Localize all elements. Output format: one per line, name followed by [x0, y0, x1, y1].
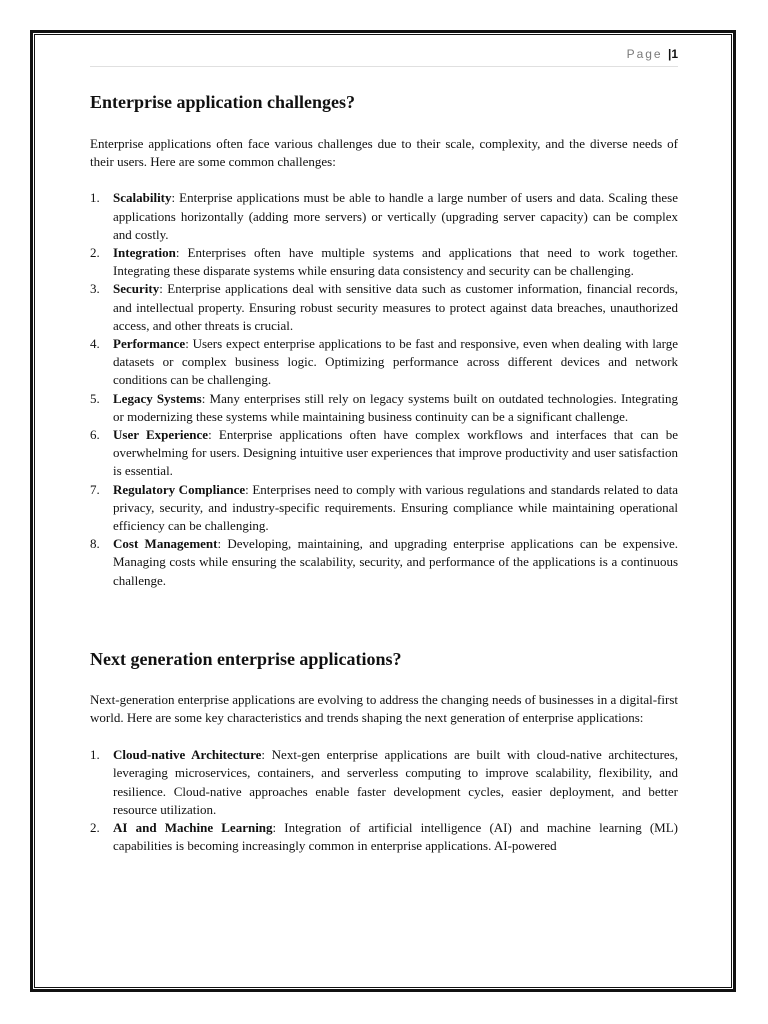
list-item-text: : Integration of artificial intelligence (AI) and machine learning (ML) capabilities is becoming increasingly common in enterprise applications. AI-powered: [113, 820, 679, 854]
list-number: 2.: [90, 820, 100, 836]
list-item: [90, 426, 678, 481]
list-item-term: Scalability: [113, 190, 172, 206]
list-item: [90, 535, 678, 590]
list-item: [90, 335, 678, 390]
document-body: [90, 90, 678, 856]
list-item: [90, 280, 678, 335]
list-item-term: Integration: [113, 245, 176, 261]
list-number: 5.: [90, 390, 100, 406]
trends-list: [90, 746, 678, 855]
list-item-text: : Enterprise applications deal with sensitive data such as customer information, financial records, and intellectual property. Ensuring robust security measures to protect against data breaches, unauthorized access, and other threats is crucial.: [113, 281, 678, 333]
list-item: [90, 244, 678, 280]
list-item-term: AI and Machine Learning: [113, 820, 273, 836]
list-item-term: Performance: [113, 336, 186, 352]
list-item-text: : Next-gen enterprise applications are built with cloud-native architectures, leveraging microservices, containers, and serverless computing to improve scalability, flexibility, and resilience. Cloud-native approaches enable faster development cycles, easier deployment, and better resource utilization.: [113, 747, 678, 817]
list-item: [90, 819, 678, 855]
list-item-text: : Users expect enterprise applications to be fast and responsive, even when dealing with large datasets or complex business logic. Optimizing performance across different devices and network conditions can be challenging.: [113, 336, 678, 388]
list-item-term: Regulatory Compliance: [113, 481, 246, 497]
list-item-term: Security: [113, 281, 160, 297]
page-number: 1: [671, 47, 678, 61]
list-number: 2.: [90, 245, 100, 261]
list-item-text: : Enterprises often have multiple systems and applications that need to work together. Integrating these disparate systems while ensuring data consistency and security can be challenging.: [113, 245, 678, 279]
page-separator: |: [667, 47, 672, 61]
list-item-term: Cloud-native Architecture: [113, 747, 262, 763]
section-intro: Enterprise applications often face various challenges due to their scale, complexity, and the diverse needs of their users. Here are some common challenges:: [90, 136, 678, 170]
page-label: Page: [626, 47, 663, 61]
list-item: [90, 746, 678, 819]
list-item-text: : Developing, maintaining, and upgrading enterprise applications can be expensive. Managing costs while ensuring the scalability, security, and performance of the applications is a continuous challenge.: [113, 536, 678, 588]
section-heading: Enterprise application challenges?: [90, 92, 355, 112]
list-item-text: : Many enterprises still rely on legacy systems built on outdated technologies. Integrating or modernizing these systems while maintaining business continuity can be a significant challenge.: [113, 390, 678, 424]
section-heading: Next generation enterprise applications?: [90, 648, 402, 669]
list-number: 1.: [90, 190, 100, 206]
list-number: 1.: [90, 747, 100, 763]
list-item-text: : Enterprises need to comply with various regulations and standards related to data privacy, security, and industry-specific requirements. Ensuring compliance while maintaining operational efficiency can be challenging.: [113, 481, 678, 534]
list-item: [90, 189, 678, 244]
list-item: [90, 481, 678, 536]
list-item-text: : Enterprise applications must be able to handle a large number of users and data. Scaling these applications horizontally (adding more servers) or vertically (upgrading server capacity) can be complex and costly.: [113, 190, 678, 242]
list-item-term: User Experience: [113, 427, 209, 443]
list-number: 7.: [90, 481, 100, 497]
page-header: [90, 47, 678, 67]
list-item-text: : Enterprise applications often have complex workflows and interfaces that can be overwhelming for users. Designing intuitive user experiences that improve productivity and user satisfaction is essential.: [113, 427, 678, 479]
list-item: [90, 390, 678, 426]
list-number: 8.: [90, 536, 100, 552]
challenges-list: [90, 189, 678, 589]
section-intro: Next-generation enterprise applications are evolving to address the changing needs of businesses in a digital-first world. Here are some key characteristics and trends shaping the next generation of enterprise applications:: [90, 691, 678, 726]
list-number: 6.: [90, 427, 100, 443]
list-number: 4.: [90, 336, 100, 352]
list-item-term: Legacy Systems: [113, 390, 202, 406]
list-number: 3.: [90, 281, 100, 297]
list-item-term: Cost Management: [113, 536, 218, 552]
